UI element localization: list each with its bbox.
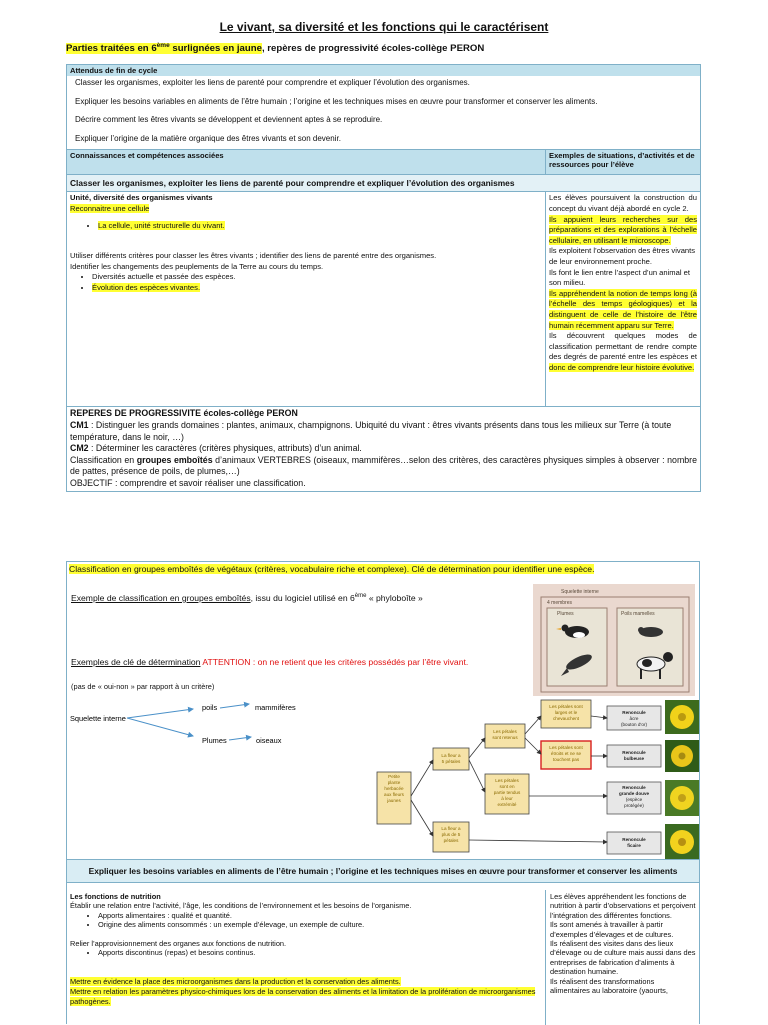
nutrition-text2: Relier l’approvisionnement des organes aux fonctions de nutrition. [70, 938, 287, 948]
nutrition-example-p2: Ils sont amenés à travailler à partir d’exemples d’élevages et de cultures. [550, 920, 674, 939]
example-p3: Ils exploitent l’observation des êtres vivants de leur environnement proche. [549, 246, 696, 266]
nutrition-example-p1: Les élèves appréhendent les fonctions de nutrition à partir d’observations et perçoivent l’intégration des différentes fonctions. [550, 892, 696, 920]
reperes-cm2: CM2 : Déterminer les caractères (critères physiques, attributs) d’un animal. [70, 443, 362, 454]
reperes-cm1: CM1 : Distinguer les grands domaines : plantes, animaux, champignons. Ubiquité du vivant : êtres vivants présents dans tous les milieux sur Terre (à toute température, dans le noir, …) [70, 419, 672, 442]
key-node-larges: Les pétales sont larges et le chevauchent [549, 704, 583, 721]
page-subtitle: Parties traitées en 6ème surlignées en jaune, repères de progressivité écoles-collège PERON [66, 42, 485, 55]
key-node-retenus: Les pétales sont retenus [492, 729, 518, 740]
simple-tree-diagram [67, 697, 307, 757]
phylobox-image [533, 584, 695, 696]
nutrition-bullet2: • Origine des aliments consommés : un exemple d’élevage, un exemple de culture. [98, 920, 542, 929]
nutrition-example-p4: Ils réalisent des transformations alimentaires au laboratoire (yaourts, [550, 976, 668, 996]
programme-table-1 [66, 64, 701, 492]
page-title: Le vivant, sa diversité et les fonctions qui le caractérisent [219, 20, 549, 34]
key-node-more-petals: La fleur a plus de 5 pétales [441, 826, 461, 843]
reperes-objectif: OBJECTIF : comprendre et savoir réaliser une classification. [70, 477, 306, 488]
key-result-acre: Renoncule âcre (bouton d’or) [620, 710, 648, 727]
nutrition-heading: Les fonctions de nutrition [70, 892, 161, 901]
bullet-evolution: Évolution des espèces vivantes. [92, 282, 201, 292]
nutrition-text1: Établir une relation entre l’activité, l’âge, les conditions de l’environnement et les besoins de l’organisme. [70, 901, 412, 911]
example-p6: Ils découvrent quelques modes de classification permettant de rendre compte des degrés de parenté entre les espèces et donc de comprendre leur histoire évolutive. [549, 331, 697, 372]
example-p4: Ils font le lien entre l’aspect d’un animal et son milieu. [549, 267, 690, 288]
changes-text: Identifier les changements des peuplements de la Terre au cours du temps. [70, 261, 324, 271]
tree-oiseaux: oiseaux [256, 736, 282, 745]
attendu-3: Décrire comment les êtres vivants se développent et deviennent aptes à se reproduire. [75, 115, 383, 125]
bullet-diversity: • Diversités actuelle et passée des espèces. [92, 272, 542, 283]
phylobox-outer-label: Squelette interne [561, 589, 599, 595]
reperes-title: REPERES DE PROGRESSIVITE écoles-collège PERON [70, 408, 298, 419]
reperes-classification: Classification en groupes emboîtés d’animaux VERTEBRES (oiseaux, mammifères…selon des critères, des caractères physiques simples à observer : nombre de pattes, présence de poils, de plumes,…) [70, 454, 697, 477]
col-header-examples: Exemples de situations, d’activités et de ressources pour l’élève [546, 150, 701, 175]
unit-heading: Unité, diversité des organismes vivants [70, 193, 213, 203]
example-p5: Ils appréhendent la notion de temps long (à l’échelle des temps géologiques) et la distinguent de celle de l’histoire de l’être humain récemment apparu sur Terre. [549, 288, 697, 330]
attendu-4: Expliquer l’origine de la matière organique des êtres vivants et son devenir. [75, 133, 341, 143]
key-result-ficaire: Renoncule ficaire [622, 837, 646, 848]
key-node-etroits: Les pétales sont étroits et ne se touchent pas [549, 745, 583, 762]
programme-table-2 [66, 561, 700, 1024]
nutrition-bullet3: • Apports discontinus (repas) et besoins continus. [98, 948, 542, 957]
nutrition-knowledge-cell [67, 890, 546, 1025]
plants-classification-line: Classification en groupes emboîtés de végétaux (critères, vocabulaire riche et complexe). Clé de détermination pour identifier une espèce. [69, 564, 595, 574]
attendus-header: Attendus de fin de cycle [67, 65, 700, 76]
example-p2: Ils appuient leurs recherches sur des préparations et des explorations à l’échelle cellulaire, en utilisant le microscope. [549, 214, 697, 245]
key-example-line: Exemples de clé de détermination ATTENTION : on ne retient que les critères possédés par l’être vivant. [71, 657, 469, 667]
attendu-1: Classer les organismes, exploiter les liens de parenté pour comprendre et expliquer l’évolution des organismes. [75, 78, 470, 87]
bullet-cell-unit: La cellule, unité structurelle du vivant. [98, 220, 225, 230]
example-p1: Les élèves poursuivent la construction du concept du vivant déjà abordé en cycle 2. [549, 193, 697, 213]
phylobox-example-line: Exemple de classification en groupes emboîtés, issu du logiciel utilisé en 6ème « phyloboîte » [71, 593, 423, 603]
tree-plumes: Plumes [202, 736, 227, 745]
examples-cell-1 [546, 192, 701, 407]
recognize-cell-line: Reconnaitre une cellule [70, 203, 150, 213]
phylobox-inner-label: 4 membres [547, 600, 573, 606]
nutrition-bullet1: • Apports alimentaires : qualité et quantité. [98, 911, 542, 920]
section-header-classification: Classer les organismes, exploiter les liens de parenté pour comprendre et expliquer l’évolution des organismes [67, 175, 701, 192]
col-header-knowledge: Connaissances et compétences associées [67, 150, 546, 175]
attendus-cell [67, 65, 701, 150]
reperes-cell [67, 407, 701, 491]
tree-poils: poils [202, 703, 218, 712]
key-result-bulbeuse: Renoncule bulbeuse [622, 750, 646, 761]
key-node-5-petals: La fleur a 5 pétales [441, 753, 461, 764]
key-result-grande-douve: Renoncule grande douve (espèce protégée) [618, 785, 650, 808]
section-header-nutrition: Expliquer les besoins variables en aliments de l’être humain ; l’origine et les techniques mises en œuvre pour transformer et conserver les aliments [67, 859, 699, 883]
flower-photos [665, 700, 699, 860]
nutrition-example-p3: Ils réalisent des visites dans des lieux d’élevage ou de culture mais aussi dans des entreprises de fabrication d’aliments à destination humaine. [550, 939, 696, 977]
nutrition-hl2: Mettre en relation les paramètres physico-chimiques lors de la conservation des aliments et la limitation de la prolifération de microorganismes pathogènes. [70, 987, 536, 1006]
phylobox-plumes: Plumes [557, 611, 574, 617]
tree-root: Squelette interne [70, 714, 126, 723]
nutrition-examples-cell [547, 890, 699, 1025]
key-node-tendus: Les pétales sont en partie tendus à leur extrémité [493, 778, 521, 807]
oui-non-note: (pas de « oui-non » par rapport à un critère) [71, 682, 215, 691]
knowledge-cell-1 [67, 192, 546, 407]
criteria-text: Utiliser différents critères pour classer les êtres vivants ; identifier des liens de parenté entre des organismes. [70, 251, 437, 261]
nutrition-hl1: Mettre en évidence la place des microorganismes dans la production et la conservation des aliments. [70, 977, 401, 987]
phylobox-poils: Poils mamelles [621, 611, 655, 617]
tree-mammiferes: mammifères [255, 703, 296, 712]
attendu-2: Expliquer les besoins variables en aliments de l’être humain ; l’origine et les techniques mises en œuvre pour transformer et conserver les aliments. [75, 96, 598, 106]
key-start: Petite plante herbacée aux fleurs jaunes [384, 774, 404, 803]
